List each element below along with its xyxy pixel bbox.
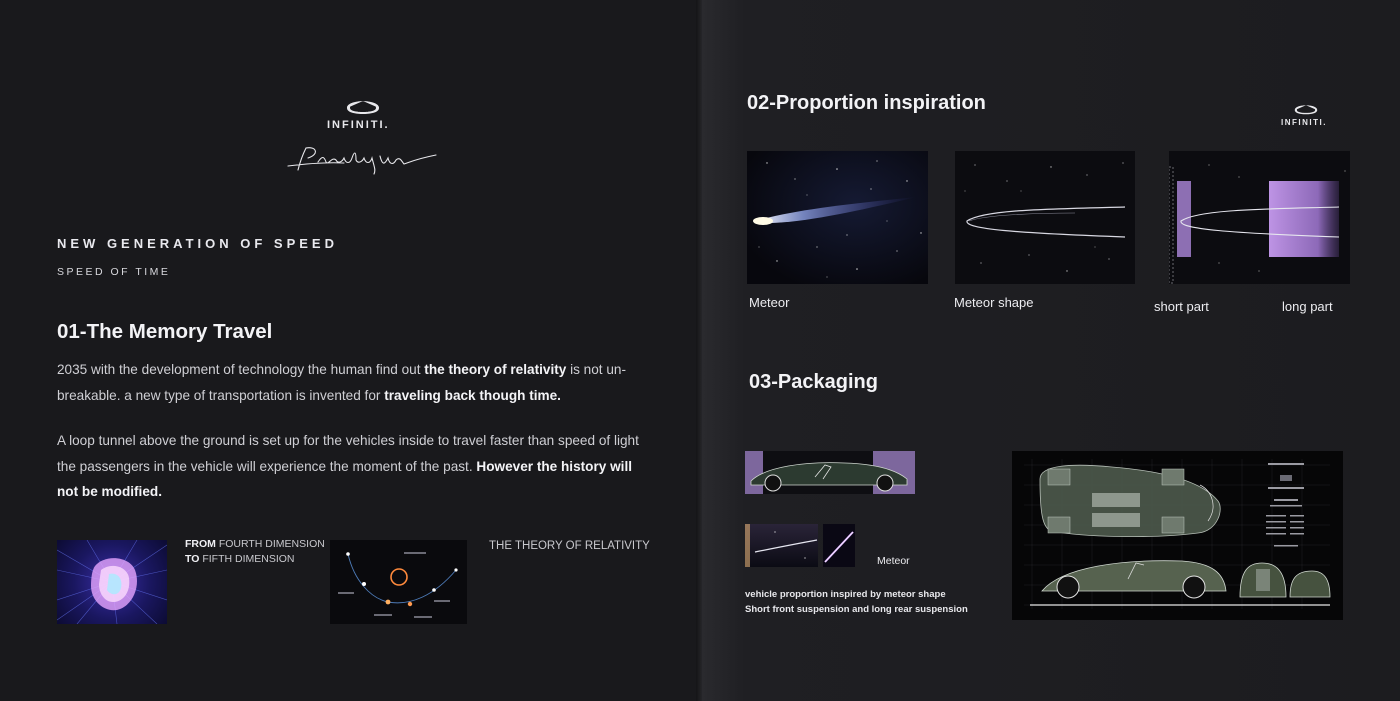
prototype-signature — [284, 142, 440, 176]
para1-text-b: is not un-breakable. a new type of transportation is invented for — [57, 362, 627, 403]
section-title-packaging: 03-Packaging — [749, 371, 878, 393]
eyebrow-subtitle: SPEED OF TIME — [57, 266, 171, 278]
caption-packaging-meteor: Meteor — [877, 555, 910, 567]
meteor-image — [747, 151, 928, 284]
relativity-diagram-image — [330, 540, 467, 624]
caption-long-part: long part — [1282, 299, 1333, 314]
infiniti-logo-small-icon — [1293, 101, 1319, 115]
para1-text-a: 2035 with the development of technology the human find out — [57, 362, 425, 377]
caption-from-bold: FROM — [185, 538, 216, 550]
infiniti-logo-icon — [345, 95, 381, 115]
car-side-sketch-image — [745, 451, 915, 494]
section-title-proportion: 02-Proportion inspiration — [747, 92, 986, 114]
section-title-memory-travel: 01-The Memory Travel — [57, 320, 273, 343]
packaging-note — [745, 587, 968, 617]
caption-to-bold: TO — [185, 553, 200, 565]
brand-wordmark-small: INFINITI. — [1281, 118, 1327, 127]
meteor-thumb-1-image — [745, 524, 818, 567]
packaging-note-line1: vehicle proportion inspired by meteor shape — [745, 589, 946, 600]
para1-bold-b: traveling back though time. — [384, 387, 561, 403]
short-long-part-image — [1169, 151, 1350, 284]
caption-short-part: short part — [1154, 299, 1209, 314]
para1-bold-a: the theory of relativity — [424, 362, 567, 377]
paragraph-loop-tunnel — [57, 428, 652, 505]
crystal-dimension-image — [57, 540, 167, 624]
caption-meteor-shape: Meteor shape — [954, 295, 1034, 310]
packaging-blueprint-image — [1012, 451, 1343, 620]
para2-text: A loop tunnel above the ground is set up for the vehicles inside to travel faster than speed of light the passengers in the vehicle will experience the moment of the past. — [57, 433, 639, 474]
brand-wordmark: INFINITI. — [327, 119, 390, 131]
eyebrow-title: NEW GENERATION OF SPEED — [57, 236, 338, 251]
meteor-shape-image — [955, 151, 1135, 284]
caption-meteor: Meteor — [749, 295, 790, 310]
paragraph-memory-travel — [57, 357, 652, 408]
caption-to-text: FIFTH DIMENSION — [199, 553, 295, 565]
para2-bold: However the history will not be modified. — [57, 458, 633, 499]
meteor-thumb-2-image — [823, 524, 855, 567]
packaging-note-line2: Short front suspension and long rear suspension — [745, 604, 968, 615]
caption-dimension — [185, 537, 325, 567]
caption-from-text: FOURTH DIMENSION — [215, 538, 325, 550]
right-page — [702, 0, 1400, 701]
caption-relativity: THE THEORY OF RELATIVITY — [489, 540, 650, 552]
